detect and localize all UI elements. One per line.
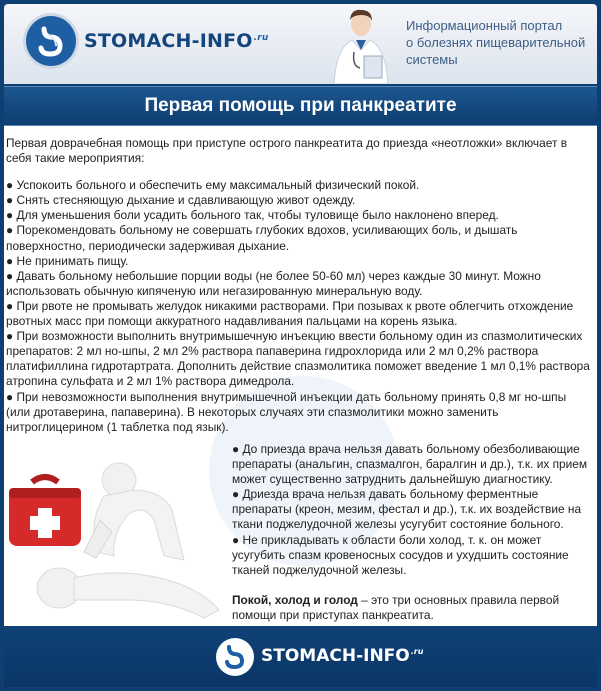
intro-paragraph: Первая доврачебная помощь при приступе острого панкреатита до приезда «неотложки» включает в себя такие мероприятия:: [6, 136, 568, 166]
list-item: ● Успокоить больного и обеспечить ему максимальный физический покой.: [6, 178, 420, 193]
list-item: ● Снять стесняющую дыхание и сдавливающую живот одежду.: [6, 193, 356, 208]
doctor-image: [326, 6, 396, 84]
footer-logo-text: STOMACH-INFO: [261, 646, 410, 666]
site-header: [4, 4, 597, 84]
conclusion: [232, 593, 588, 623]
footer-stomach-icon[interactable]: [216, 638, 254, 676]
tagline-line: системы: [406, 52, 458, 67]
site-footer: [4, 626, 597, 687]
first-aid-illustration: [4, 460, 234, 626]
tagline-line: о болезнях пищеварительной: [406, 35, 586, 50]
first-aid-kit-icon: [9, 477, 81, 546]
list-item: ● При возможности выполнить внутримышечную инъекцию ввести больному один из спазмолитических препаратов: 2 мл но-шпы, 2 мл 2% раствора папаверина гидрохлорида или 2 мл 0,2% раствора платифиллина гидротартрата. Дополнить действие спазмолитика поможет введение 1 мл 0,1% раствора атропина сульфата и 2 мл 1% раствора димедрола.: [6, 329, 590, 389]
list-item: ● Для уменьшения боли усадить больного так, чтобы туловище было наклонено вперед.: [6, 208, 499, 223]
side-text: [232, 442, 588, 623]
list-item: ● Порекомендовать больному не совершать глубоких вдохов, усиливающих боль, и дышать поверхностно, периодически задерживая дыхание.: [6, 223, 518, 253]
list-item: ● Дриезда врача нельзя давать больному ферментные препараты (креон, мезим, фестал и др.), т.к. их воздействие на ткани поджелудочной железы усугубит состояние больного.: [232, 487, 582, 532]
list-item: ● При невозможности выполнения внутримышечной инъекции дать больному принять 0,8 мг но-шпы (или дротаверина, папаверина). В некоторых случаях эти спазмолитики можно заменить нитроглицерином (1 таблетка под язык).: [6, 389, 567, 434]
site-tagline: [406, 17, 596, 68]
conclusion-bold: Покой, холод и голод: [232, 592, 358, 607]
list-item: ● Не прикладывать к области боли холод, т. к. он может усугубить спазм кровеносных сосудов и ухудшить состояние тканей поджелудочной железы.: [232, 532, 569, 577]
conclusion-text: – это три основных правила первой помощи при приступах панкреатита.: [232, 592, 560, 622]
footer-logo-suffix: .ru: [410, 647, 424, 657]
stomach-logo-icon[interactable]: [26, 16, 76, 66]
list-item: ● До приезда врача нельзя давать больному обезболивающие препараты (анальгин, спазмалгон, баралгин и др.), т.к. их прием может существенно затруднить дальнейшую диагностику.: [232, 442, 588, 487]
logo-text: STOMACH-INFO: [84, 30, 253, 52]
list-item: ● Давать больному небольшие порции воды (не более 50-60 мл) через каждые 30 минут. Можно использовать обычную кипяченую или негазированную минеральную воду.: [6, 268, 541, 298]
list-item: ● Не принимать пищу.: [6, 253, 129, 268]
tagline-line: Информационный портал: [406, 18, 563, 33]
site-logo[interactable]: [84, 30, 269, 52]
logo-suffix: .ru: [253, 32, 269, 43]
footer-logo[interactable]: [261, 646, 423, 666]
page-title: Первая помощь при панкреатите: [4, 86, 597, 126]
main-text: [6, 136, 592, 435]
list-item: ● При рвоте не промывать желудок никакими растворами. При позывах к рвоте облегчить отхождение рвотных масс при помощи аккуратного надавливания пальцами на корень языка.: [6, 298, 574, 329]
article-body: [4, 126, 597, 626]
